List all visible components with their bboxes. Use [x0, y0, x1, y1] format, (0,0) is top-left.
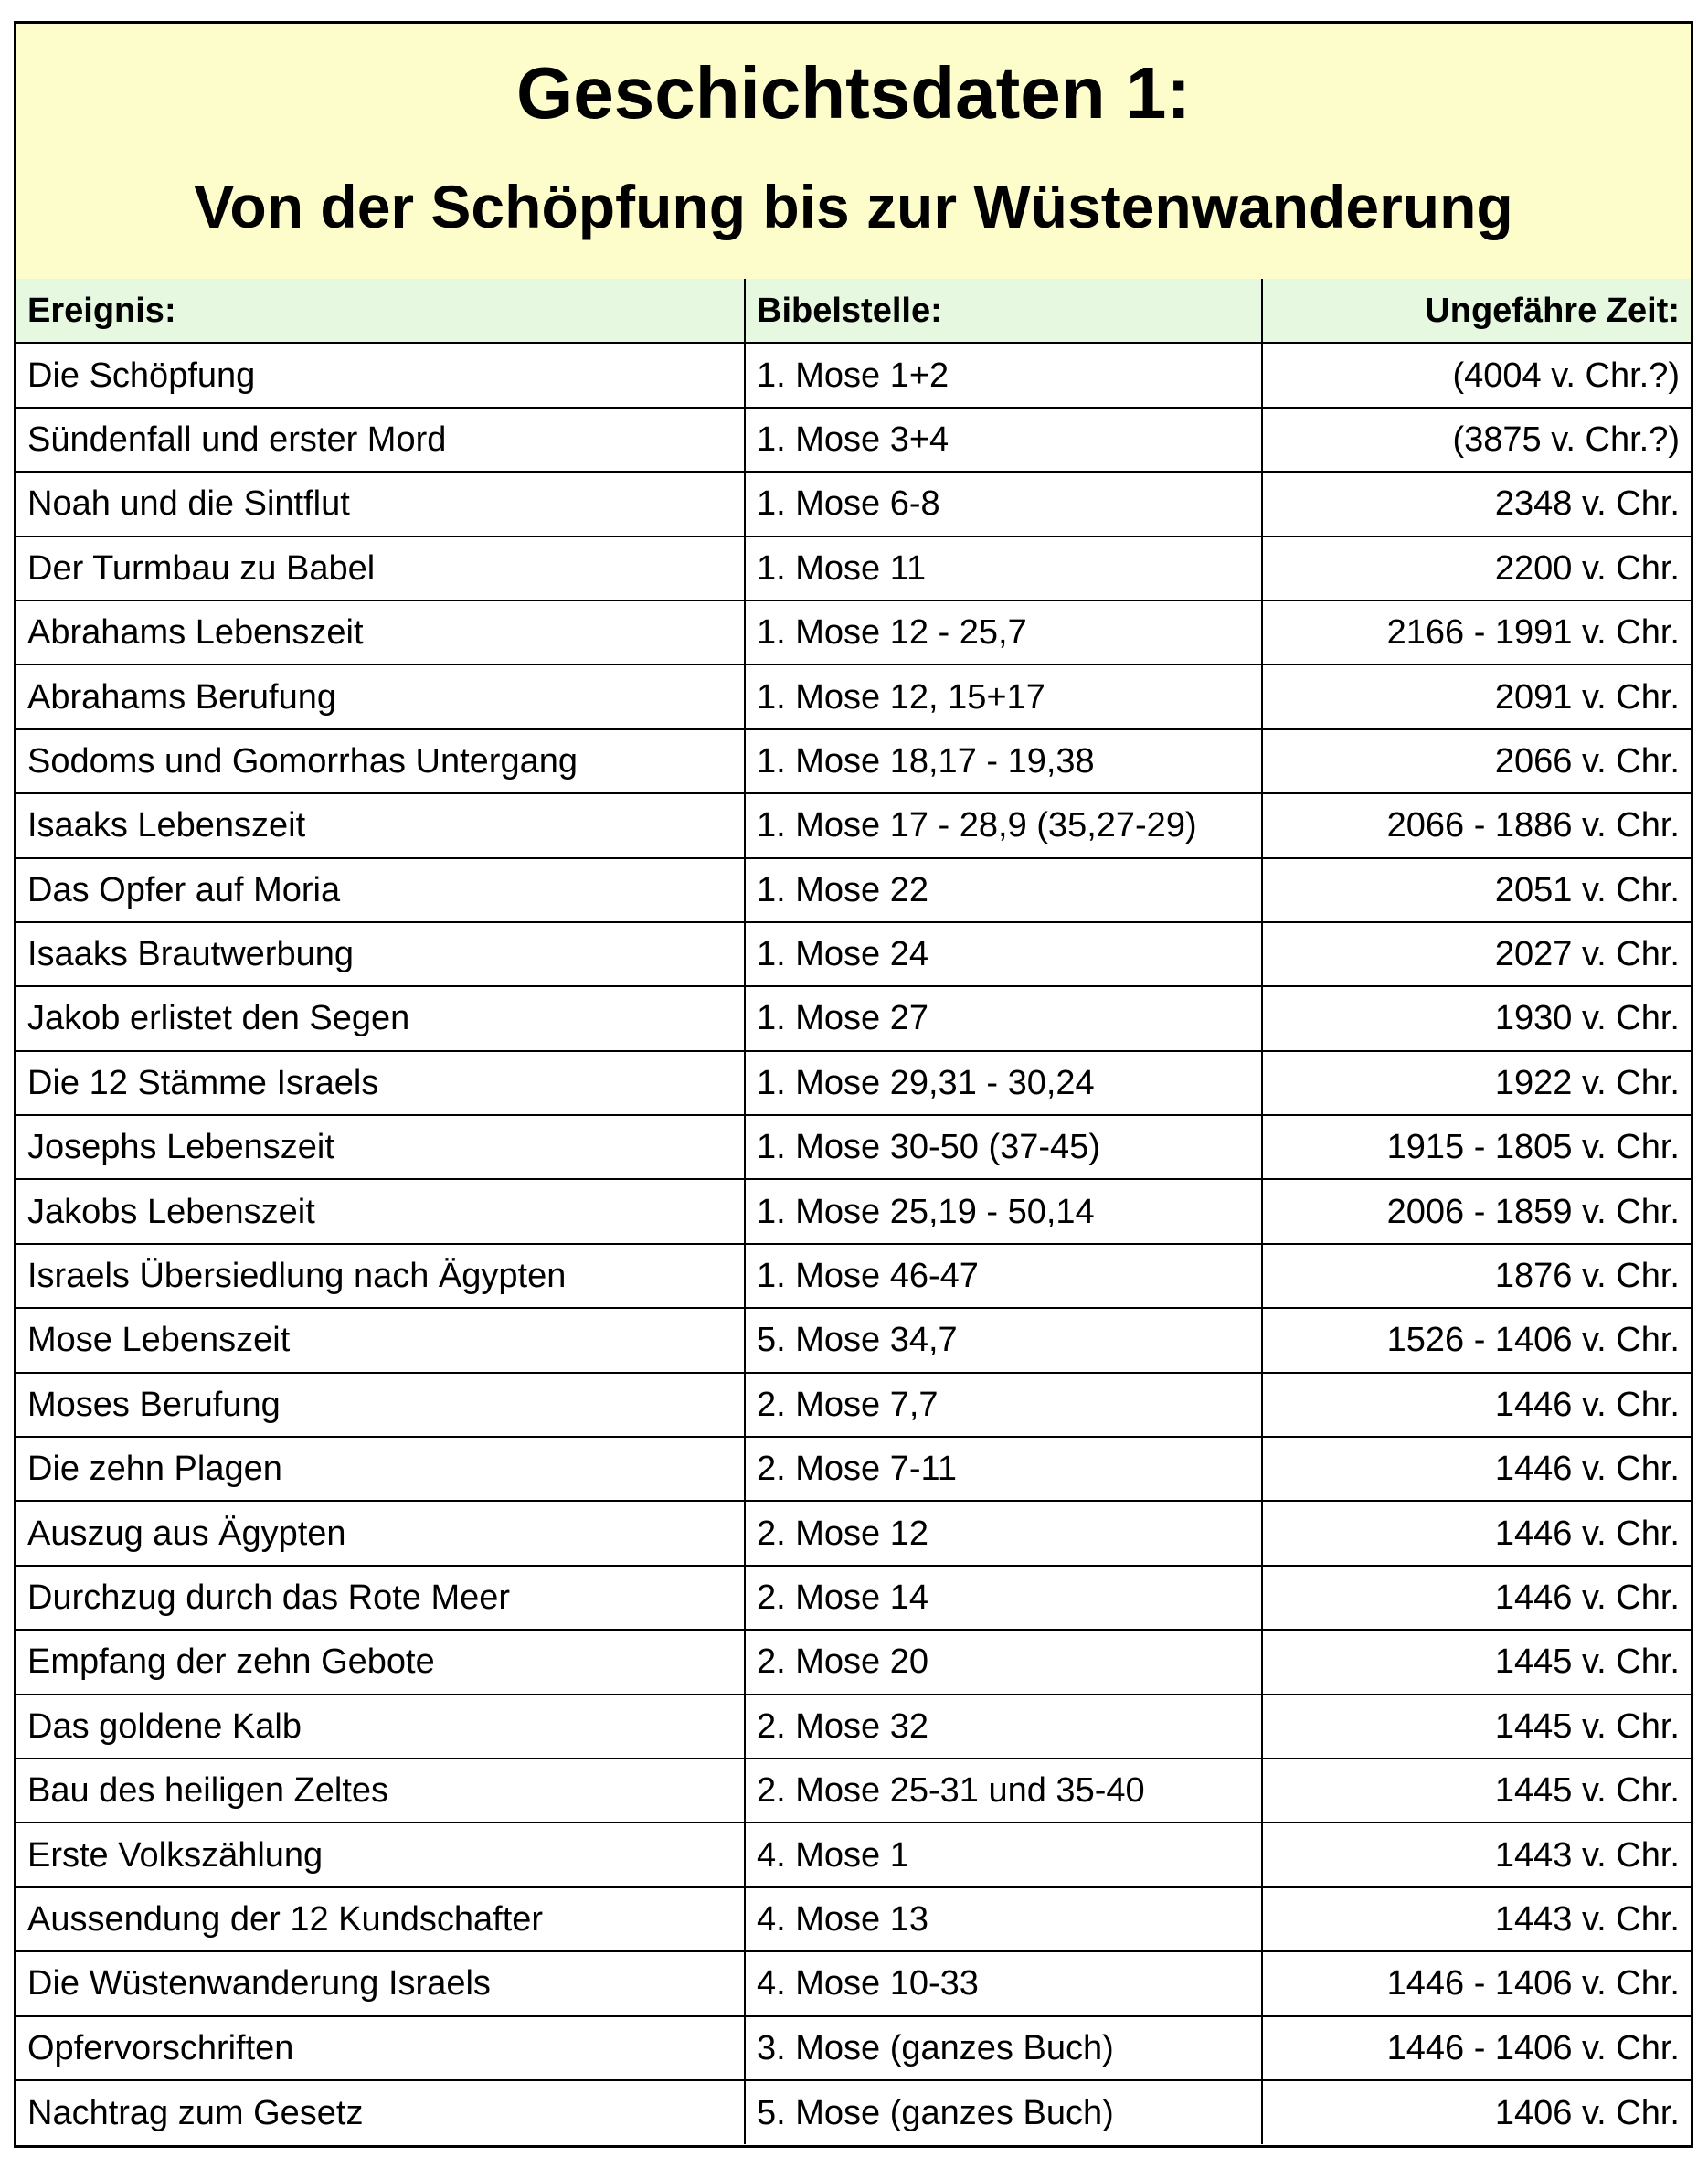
time-cell: (4004 v. Chr.?)	[1262, 343, 1691, 407]
table-row	[16, 1308, 1691, 1372]
event-cell: Josephs Lebenszeit	[16, 1115, 745, 1179]
reference-cell: 3. Mose (ganzes Buch)	[745, 2016, 1262, 2080]
event-cell: Jakob erlistet den Segen	[16, 986, 745, 1050]
table-row	[16, 1759, 1691, 1823]
history-table	[16, 279, 1691, 2144]
reference-cell: 2. Mose 25-31 und 35-40	[745, 1759, 1262, 1823]
reference-cell: 5. Mose (ganzes Buch)	[745, 2080, 1262, 2144]
reference-cell: 2. Mose 7,7	[745, 1373, 1262, 1437]
table-row	[16, 408, 1691, 472]
event-cell: Das Opfer auf Moria	[16, 858, 745, 922]
document-frame	[14, 21, 1693, 2148]
event-cell: Erste Volkszählung	[16, 1823, 745, 1886]
table-header-row	[16, 279, 1691, 343]
table-row	[16, 1051, 1691, 1115]
event-cell: Sodoms und Gomorrhas Untergang	[16, 729, 745, 793]
time-cell: 1922 v. Chr.	[1262, 1051, 1691, 1115]
time-cell: 1443 v. Chr.	[1262, 1823, 1691, 1886]
table-row	[16, 1373, 1691, 1437]
time-cell: 1930 v. Chr.	[1262, 986, 1691, 1050]
time-cell: 1446 v. Chr.	[1262, 1566, 1691, 1630]
table-row	[16, 1887, 1691, 1951]
time-cell: 1443 v. Chr.	[1262, 1887, 1691, 1951]
reference-cell: 1. Mose 25,19 - 50,14	[745, 1179, 1262, 1243]
table-row	[16, 1501, 1691, 1565]
column-header-event: Ereignis:	[16, 279, 745, 343]
reference-cell: 1. Mose 29,31 - 30,24	[745, 1051, 1262, 1115]
event-cell: Sündenfall und erster Mord	[16, 408, 745, 472]
table-row	[16, 1437, 1691, 1501]
table-body	[16, 343, 1691, 2144]
time-cell: 1446 v. Chr.	[1262, 1501, 1691, 1565]
time-cell: 2166 - 1991 v. Chr.	[1262, 600, 1691, 664]
table-row	[16, 729, 1691, 793]
reference-cell: 1. Mose 6-8	[745, 472, 1262, 536]
event-cell: Durchzug durch das Rote Meer	[16, 1566, 745, 1630]
table-row	[16, 537, 1691, 600]
event-cell: Empfang der zehn Gebote	[16, 1630, 745, 1694]
reference-cell: 1. Mose 18,17 - 19,38	[745, 729, 1262, 793]
table-row	[16, 1244, 1691, 1308]
event-cell: Abrahams Lebenszeit	[16, 600, 745, 664]
event-cell: Israels Übersiedlung nach Ägypten	[16, 1244, 745, 1308]
reference-cell: 2. Mose 7-11	[745, 1437, 1262, 1501]
reference-cell: 1. Mose 22	[745, 858, 1262, 922]
table-row	[16, 1630, 1691, 1694]
event-cell: Auszug aus Ägypten	[16, 1501, 745, 1565]
event-cell: Jakobs Lebenszeit	[16, 1179, 745, 1243]
reference-cell: 1. Mose 12, 15+17	[745, 664, 1262, 728]
time-cell: 2051 v. Chr.	[1262, 858, 1691, 922]
table-row	[16, 1823, 1691, 1886]
event-cell: Isaaks Lebenszeit	[16, 793, 745, 857]
column-header-time: Ungefähre Zeit:	[1262, 279, 1691, 343]
time-cell: 1876 v. Chr.	[1262, 1244, 1691, 1308]
time-cell: 2066 - 1886 v. Chr.	[1262, 793, 1691, 857]
reference-cell: 2. Mose 14	[745, 1566, 1262, 1630]
time-cell: 1446 - 1406 v. Chr.	[1262, 1951, 1691, 2015]
event-cell: Noah und die Sintflut	[16, 472, 745, 536]
page-title: Geschichtsdaten 1:	[515, 52, 1191, 133]
table-row	[16, 1115, 1691, 1179]
event-cell: Isaaks Brautwerbung	[16, 922, 745, 986]
time-cell: 1446 - 1406 v. Chr.	[1262, 2016, 1691, 2080]
time-cell: 2091 v. Chr.	[1262, 664, 1691, 728]
reference-cell: 4. Mose 10-33	[745, 1951, 1262, 2015]
reference-cell: 2. Mose 32	[745, 1695, 1262, 1759]
time-cell: 1446 v. Chr.	[1262, 1437, 1691, 1501]
table-row	[16, 1566, 1691, 1630]
table-row	[16, 858, 1691, 922]
event-cell: Mose Lebenszeit	[16, 1308, 745, 1372]
reference-cell: 1. Mose 24	[745, 922, 1262, 986]
reference-cell: 1. Mose 17 - 28,9 (35,27-29)	[745, 793, 1262, 857]
time-cell: 1445 v. Chr.	[1262, 1695, 1691, 1759]
reference-cell: 4. Mose 13	[745, 1887, 1262, 1951]
page-subtitle: Von der Schöpfung bis zur Wüstenwanderung	[194, 173, 1513, 240]
time-cell: 2348 v. Chr.	[1262, 472, 1691, 536]
column-header-reference: Bibelstelle:	[745, 279, 1262, 343]
event-cell: Das goldene Kalb	[16, 1695, 745, 1759]
reference-cell: 1. Mose 12 - 25,7	[745, 600, 1262, 664]
event-cell: Nachtrag zum Gesetz	[16, 2080, 745, 2144]
reference-cell: 1. Mose 30-50 (37-45)	[745, 1115, 1262, 1179]
time-cell: (3875 v. Chr.?)	[1262, 408, 1691, 472]
table-row	[16, 472, 1691, 536]
time-cell: 1445 v. Chr.	[1262, 1630, 1691, 1694]
event-cell: Opfervorschriften	[16, 2016, 745, 2080]
table-row	[16, 343, 1691, 407]
event-cell: Die zehn Plagen	[16, 1437, 745, 1501]
time-cell: 1446 v. Chr.	[1262, 1373, 1691, 1437]
event-cell: Der Turmbau zu Babel	[16, 537, 745, 600]
table-row	[16, 986, 1691, 1050]
table-row	[16, 600, 1691, 664]
time-cell: 1526 - 1406 v. Chr.	[1262, 1308, 1691, 1372]
event-cell: Die 12 Stämme Israels	[16, 1051, 745, 1115]
table-row	[16, 1951, 1691, 2015]
event-cell: Aussendung der 12 Kundschafter	[16, 1887, 745, 1951]
reference-cell: 2. Mose 20	[745, 1630, 1262, 1694]
time-cell: 1406 v. Chr.	[1262, 2080, 1691, 2144]
time-cell: 2066 v. Chr.	[1262, 729, 1691, 793]
event-cell: Bau des heiligen Zeltes	[16, 1759, 745, 1823]
title-box	[16, 24, 1691, 282]
time-cell: 2200 v. Chr.	[1262, 537, 1691, 600]
event-cell: Moses Berufung	[16, 1373, 745, 1437]
time-cell: 1915 - 1805 v. Chr.	[1262, 1115, 1691, 1179]
reference-cell: 1. Mose 1+2	[745, 343, 1262, 407]
table-row	[16, 1179, 1691, 1243]
reference-cell: 4. Mose 1	[745, 1823, 1262, 1886]
event-cell: Die Schöpfung	[16, 343, 745, 407]
reference-cell: 1. Mose 11	[745, 537, 1262, 600]
table-row	[16, 922, 1691, 986]
table-row	[16, 2080, 1691, 2144]
table-row	[16, 2016, 1691, 2080]
reference-cell: 1. Mose 27	[745, 986, 1262, 1050]
reference-cell: 1. Mose 3+4	[745, 408, 1262, 472]
reference-cell: 1. Mose 46-47	[745, 1244, 1262, 1308]
table-row	[16, 664, 1691, 728]
reference-cell: 5. Mose 34,7	[745, 1308, 1262, 1372]
event-cell: Die Wüstenwanderung Israels	[16, 1951, 745, 2015]
event-cell: Abrahams Berufung	[16, 664, 745, 728]
time-cell: 2006 - 1859 v. Chr.	[1262, 1179, 1691, 1243]
table-row	[16, 793, 1691, 857]
reference-cell: 2. Mose 12	[745, 1501, 1262, 1565]
time-cell: 2027 v. Chr.	[1262, 922, 1691, 986]
table-row	[16, 1695, 1691, 1759]
time-cell: 1445 v. Chr.	[1262, 1759, 1691, 1823]
